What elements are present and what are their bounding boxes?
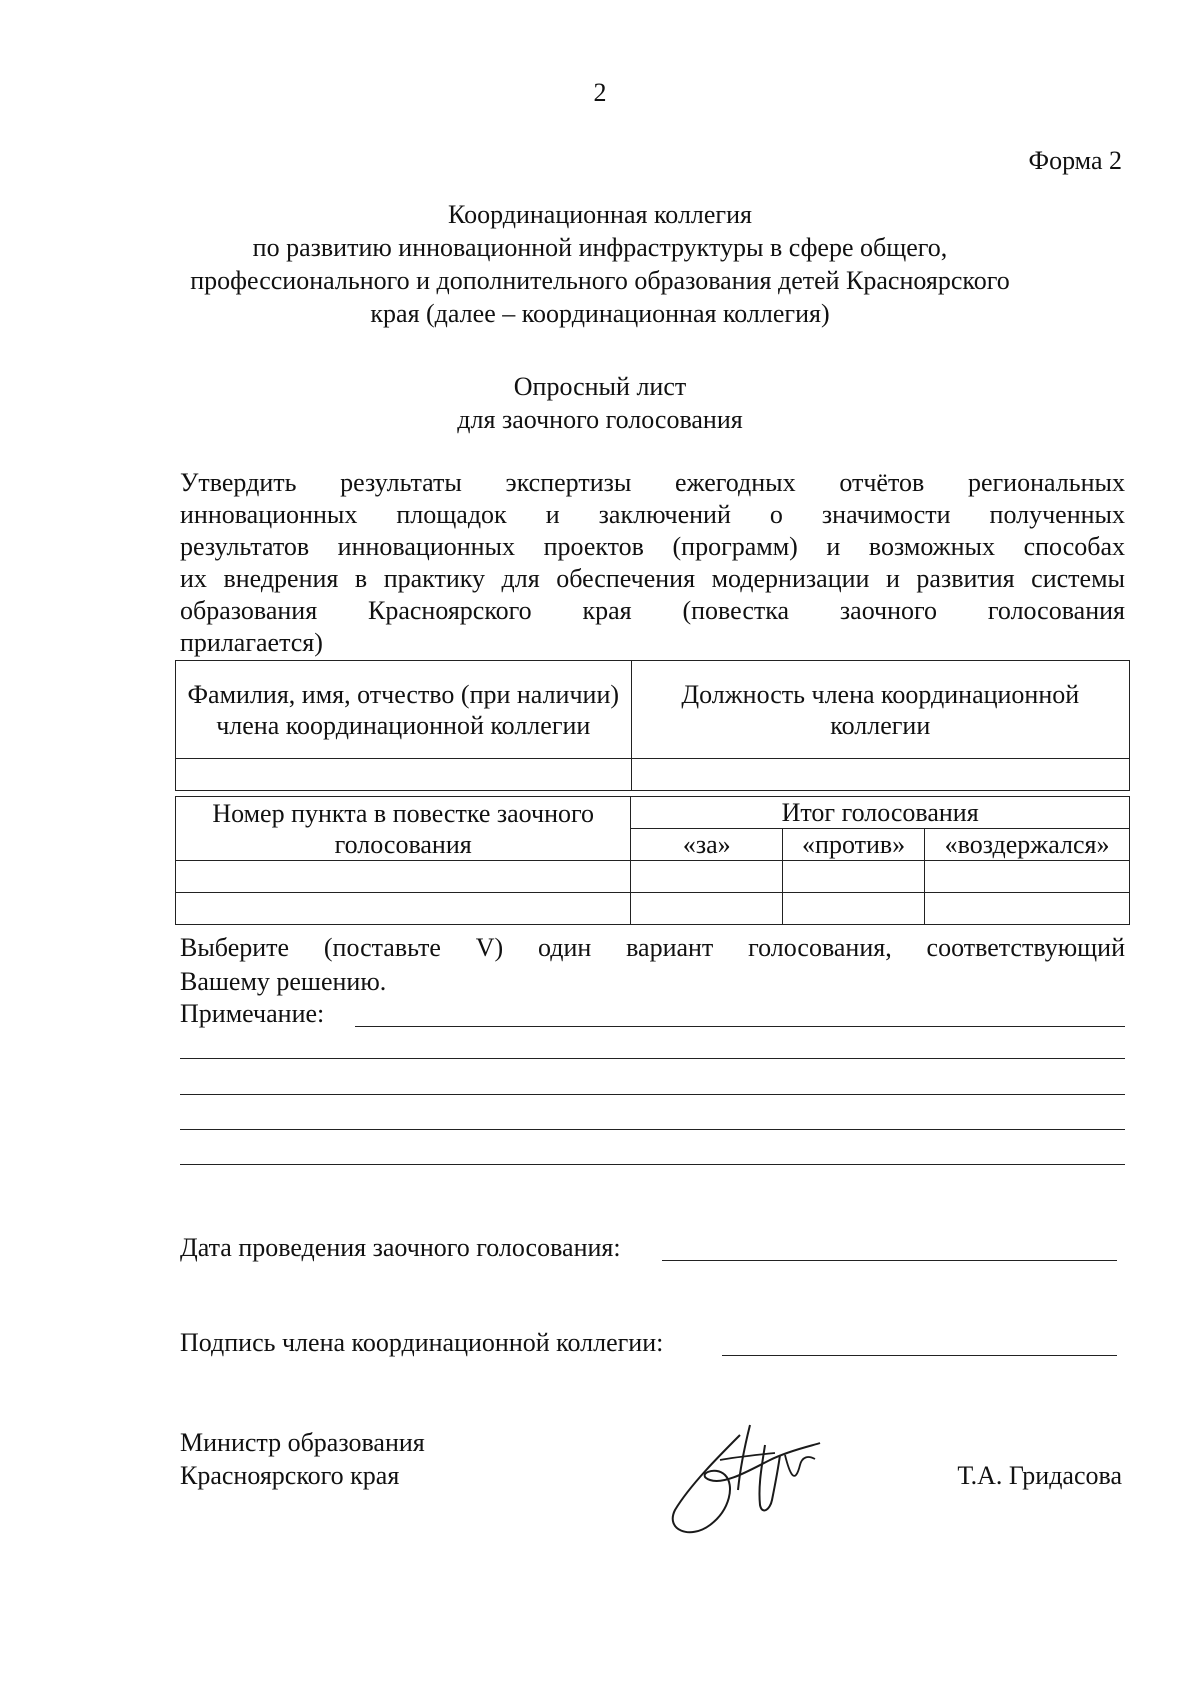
member-signature-line[interactable] bbox=[722, 1355, 1117, 1356]
header-line: края (далее – координационная коллегия) bbox=[370, 299, 830, 328]
proposal-line: Утвердить результаты экспертизы ежегодных отчётов региональных bbox=[180, 468, 1125, 497]
member-position-header: Должность члена координационной коллегии bbox=[631, 661, 1129, 759]
note-input-line[interactable] bbox=[180, 1094, 1125, 1095]
proposal-line: прилагается) bbox=[180, 628, 323, 657]
note-input-line[interactable] bbox=[180, 1164, 1125, 1165]
date-label: Дата проведения заочного голосования: bbox=[180, 1233, 621, 1262]
member-position-cell[interactable] bbox=[631, 759, 1129, 791]
proposal-line: результатов инновационных проектов (программ) и возможных способах bbox=[180, 532, 1125, 561]
page-number: 2 bbox=[593, 78, 607, 107]
vote-for-cell[interactable] bbox=[631, 893, 783, 925]
title-line: для заочного голосования bbox=[457, 405, 743, 434]
instruction-line: Вашему решению. bbox=[180, 967, 387, 996]
member-signature-label: Подпись члена координационной коллегии: bbox=[180, 1328, 664, 1357]
agenda-item-cell[interactable] bbox=[176, 861, 631, 893]
form-label: Форма 2 bbox=[1028, 146, 1122, 175]
minister-signature bbox=[650, 1415, 830, 1545]
header-line: по развитию инновационной инфраструктуры в сфере общего, bbox=[252, 233, 948, 262]
signatory-name: Т.А. Гридасова bbox=[957, 1461, 1122, 1490]
vote-abstain-header: «воздержался» bbox=[925, 829, 1130, 861]
note-input-line[interactable] bbox=[355, 1026, 1125, 1027]
vote-abstain-cell[interactable] bbox=[925, 861, 1130, 893]
agenda-item-header: Номер пункта в повестке заочного голосования bbox=[176, 797, 631, 861]
proposal-line: инновационных площадок и заключений о значимости полученных bbox=[180, 500, 1125, 529]
vote-against-cell[interactable] bbox=[783, 893, 925, 925]
signatory-position: Красноярского края bbox=[180, 1461, 400, 1490]
vote-for-header: «за» bbox=[631, 829, 783, 861]
instruction-line: Выберите (поставьте V) один вариант голосования, соответствующий bbox=[180, 933, 1125, 962]
vote-against-header: «против» bbox=[783, 829, 925, 861]
member-name-cell[interactable] bbox=[176, 759, 632, 791]
date-input-line[interactable] bbox=[662, 1260, 1117, 1261]
member-table bbox=[175, 660, 1130, 791]
note-label: Примечание: bbox=[180, 999, 325, 1028]
proposal-line: образования Красноярского края (повестка заочного голосования bbox=[180, 596, 1125, 625]
signatory-position: Министр образования bbox=[180, 1428, 425, 1457]
proposal-line: их внедрения в практику для обеспечения модернизации и развития системы bbox=[180, 564, 1125, 593]
vote-table bbox=[175, 796, 1130, 925]
header-line: Координационная коллегия bbox=[448, 200, 752, 229]
note-input-line[interactable] bbox=[180, 1129, 1125, 1130]
agenda-item-cell[interactable] bbox=[176, 893, 631, 925]
vote-result-header: Итог голосования bbox=[631, 797, 1130, 829]
title-line: Опросный лист bbox=[513, 372, 687, 401]
vote-against-cell[interactable] bbox=[783, 861, 925, 893]
vote-for-cell[interactable] bbox=[631, 861, 783, 893]
vote-abstain-cell[interactable] bbox=[925, 893, 1130, 925]
header-line: профессионального и дополнительного образования детей Красноярского bbox=[190, 266, 1010, 295]
note-input-line[interactable] bbox=[180, 1058, 1125, 1059]
member-name-header: Фамилия, имя, отчество (при наличии) члена координационной коллегии bbox=[176, 661, 632, 759]
